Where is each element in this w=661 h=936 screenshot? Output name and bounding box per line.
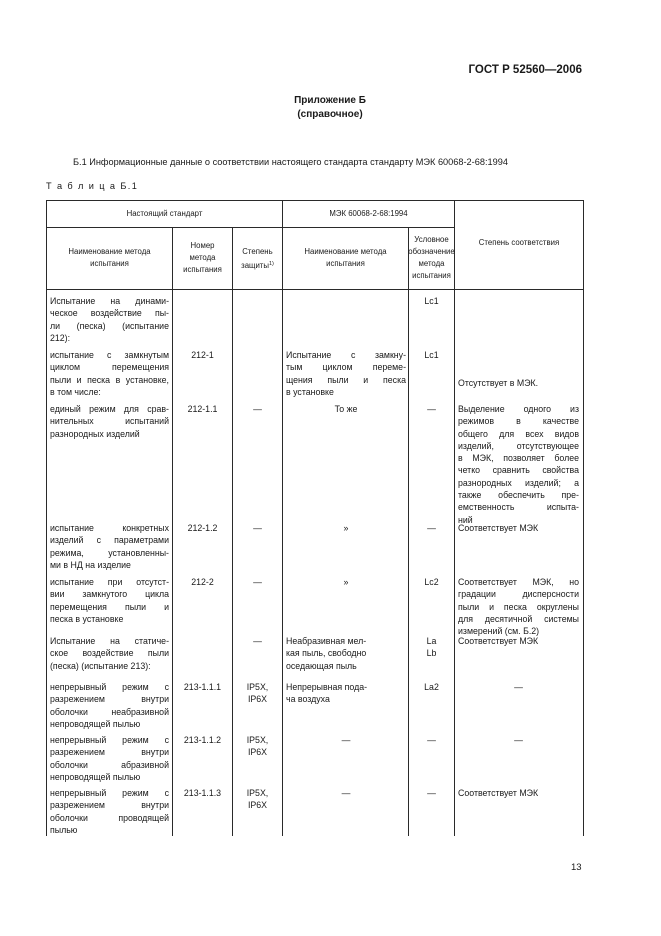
table-border-left (46, 200, 47, 836)
cell-compliance: Соответствует МЭК (458, 788, 539, 798)
cell-method-number: 212-1.1 (187, 404, 218, 414)
cell-method-number: 213-1.1.3 (183, 788, 222, 798)
cell-method-name: Испытание на динами- ческое воздействие пы- ли (песка) (испытание 212): (50, 296, 169, 343)
header-compliance: Степень соответствия (478, 238, 560, 247)
cell-protection: — (253, 577, 262, 587)
annex-subtitle: (справочное) (297, 109, 363, 120)
header-national-protection: Степень защиты$^{1)}$ (241, 247, 274, 270)
cell-protection: IP5X, IP6X (246, 788, 269, 811)
compliance-table (46, 200, 584, 836)
cell-compliance: Отсутствует в МЭК. (458, 378, 539, 388)
cell-method-number: 212-1 (191, 350, 214, 360)
cell-protection: IP5X, IP6X (246, 735, 269, 758)
cell-iec-designation: La Lb (426, 636, 437, 659)
cell-iec-designation: Lc1 (424, 350, 439, 360)
annex-title: Приложение Б (294, 95, 366, 106)
cell-iec-method-name: Неабразивная мел- кая пыль, свободно оседающая пыль (286, 636, 367, 671)
cell-iec-designation: — (427, 735, 436, 745)
cell-method-name: испытание при отсутст- вии замкнутого цикла перемещения пыли и песка в установке (50, 577, 169, 624)
cell-iec-designation: — (427, 404, 436, 414)
section-title: Б.1 Информационные данные о соответствии настоящего стандарта стандарту МЭК 60068-2-68:1994 (73, 157, 508, 167)
cell-method-number: 213-1.1.2 (183, 735, 222, 745)
cell-protection: IP5X, IP6X (246, 682, 269, 705)
cell-compliance: — (514, 682, 523, 692)
cell-method-name: непрерывный режим с разрежением внутри оболочки абразивной непроводящей пылью (50, 735, 169, 782)
standard-number: ГОСТ Р 52560—2006 (468, 64, 582, 76)
cell-iec-designation: Lc1 (424, 296, 439, 306)
header-iec-designation: Условное обозначение метода испытания (408, 235, 455, 280)
cell-method-name: единый режим для срав- нительных испытаний разнородных изделий (50, 404, 169, 439)
cell-iec-designation: Lc2 (424, 577, 439, 587)
cell-iec-designation: — (427, 523, 436, 533)
table-border-top (46, 200, 584, 201)
table-border-right (583, 200, 584, 836)
header-group-iec: МЭК 60068-2-68:1994 (329, 209, 408, 218)
cell-iec-method-name: Испытание с замкну- тым циклом переме- щения пыли и песка в установке (286, 350, 406, 397)
cell-method-name: Испытание на статиче- ское воздействие пыли (песка) (испытание 213): (50, 636, 169, 671)
cell-compliance: Выделение одного из режимов в качестве общего для всех видов изделий, отсутствующее в МЭК, позволяет более четко сравнить свойства разнородных изделий; а также обеспечить пре- емственность испыта- ний (458, 404, 579, 525)
header-iec-name: Наименование метода испытания (304, 247, 387, 268)
cell-iec-method-name: » (343, 577, 349, 587)
annex-heading (210, 94, 450, 122)
footnote-marker: 1) (268, 261, 274, 267)
cell-iec-method-name: — (341, 735, 351, 745)
cell-method-number: 212-1.2 (187, 523, 218, 533)
group-divider (46, 227, 454, 228)
cell-method-name: непрерывный режим с разрежением внутри оболочки неабразивной непроводящей пылью (50, 682, 169, 729)
header-divider (46, 289, 584, 290)
cell-compliance: — (514, 735, 523, 745)
cell-compliance: Соответствует МЭК, но градации дисперсности пыли и песка округлены для десятичной системы измерений (см. Б.2) (458, 577, 579, 637)
cell-iec-designation: La2 (424, 682, 439, 692)
cell-method-number: 213-1.1.1 (183, 682, 222, 692)
header-national-number: Номер метода испытания (183, 241, 222, 274)
header-group-national: Настоящий стандарт (126, 209, 203, 218)
cell-iec-method-name: — (341, 788, 351, 798)
cell-method-number: 212-2 (191, 577, 214, 587)
cell-iec-method-name: То же (334, 404, 358, 414)
cell-iec-method-name: » (343, 523, 349, 533)
cell-method-name: непрерывный режим с разрежением внутри оболочки проводящей пылью (50, 788, 169, 835)
table-caption: Т а б л и ц а Б.1 (46, 181, 139, 191)
cell-protection: — (253, 523, 262, 533)
cell-protection: — (253, 636, 262, 646)
cell-protection: — (253, 404, 262, 414)
header-national-name: Наименование метода испытания (68, 247, 151, 268)
cell-compliance: Соответствует МЭК (458, 636, 539, 646)
cell-method-name: испытание конкретных изделий с параметрами режима, установленны- ми в НД на изделие (50, 523, 169, 570)
cell-method-name: испытание с замкнутым циклом перемещения пыли и песка в установке, в том числе: (50, 350, 169, 397)
cell-iec-designation: — (427, 788, 436, 798)
page-number: 13 (571, 862, 582, 873)
cell-compliance: Соответствует МЭК (458, 523, 539, 533)
cell-iec-method-name: Непрерывная пода- ча воздуха (286, 682, 368, 705)
